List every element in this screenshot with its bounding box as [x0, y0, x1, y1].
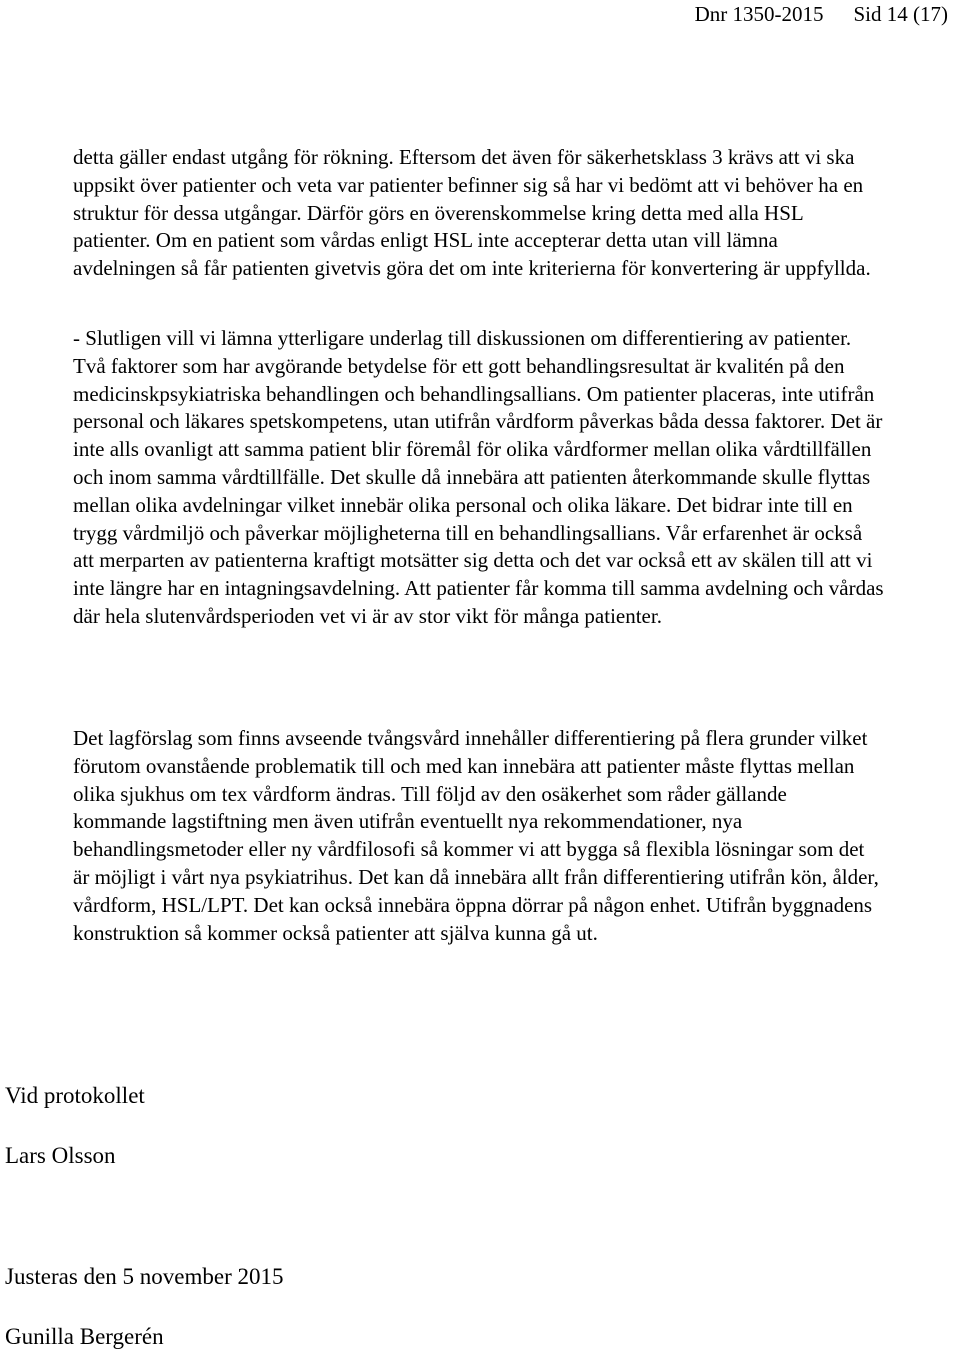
record-label: Vid protokollet — [5, 1083, 145, 1108]
paragraph-1-text: detta gäller endast utgång för rökning. Eftersom det även för säkerhetsklass 3 krävs att vi ska uppsikt över patienter och veta var patienter befinner sig så har vi bedömt att vi behöver ha en struktur för dessa utgångar. Därför görs en överenskommelse kring detta med alla HSL patienter. Om en patient som vårdas enligt HSL inte accepterar detta utan vill lämna avdelningen så får patienten givetvis göra det om inte kriterierna för konvertering är uppfyllda. — [73, 145, 871, 281]
paragraph-3-text: Det lagförslag som finns avseende tvångsvård innehåller differentiering på flera grunder vilket förutom ovanstående problematik till och med kan innebära att patienter måste flyttas mellan olika sjukhus om tex vårdform ändras. Till följd av den osäkerhet som råder gällande kommande lagstiftning men även utifrån eventuellt nya rekommendationer, nya behandlingsmetoder eller ny vårdfilosofi så kommer vi att bygga så flexibla lösningar som det är möjligt i vårt nya psykiatrihus. Det kan då innebära allt från differentiering utifrån kön, ålder, vårdform, HSL/LPT. Det kan också innebära öppna dörrar på någon enhet. Utifrån byggnadens konstruktion så kommer också patienter att själva kunna gå ut. — [73, 726, 879, 945]
verifier-name: Gunilla Bergerén — [5, 1324, 164, 1349]
paragraph-2-text: - Slutligen vill vi lämna ytterligare underlag till diskussionen om differentiering av patienter. Två faktorer som har avgörande betydelse för ett gott behandlingsresultat är kvalitén på den medicinskpsykiatriska behandlingen och behandlingsallians. Om patienter placeras, inte utifrån personal och läkares spetskompetens, utan utifrån vårdform påverkas båda dessa faktorer. Det är inte alls ovanligt att samma patient blir föremål för olika vårdformer mellan olika vårdtillfällen och inom samma vårdtillfälle. Det skulle då innebära att patienten återkommande skulle flyttas mellan olika avdelningar vilket innebär olika personal och olika läkare. Det bidrar inte till en trygg vårdmiljö och påverkar möjligheterna till en behandlingsallians. Vår erfarenhet är också att merparten av patienterna kraftigt motsätter sig detta och det var också ett av skälen till att vi inte längre har en intagningsavdelning. Att patienter får komma till samma avdelning och vårdas där hela slutenvårdsperioden vet vi är av stor vikt för många patienter. — [73, 326, 884, 628]
verification-label: Justeras den 5 november 2015 — [5, 1264, 284, 1289]
paragraph-1 — [73, 144, 885, 283]
page-header — [695, 2, 948, 26]
paragraph-2 — [73, 325, 885, 631]
recorder-name: Lars Olsson — [5, 1143, 116, 1168]
page-number: Sid 14 (17) — [853, 2, 948, 26]
document-number: Dnr 1350-2015 — [694, 2, 824, 26]
paragraph-3 — [73, 725, 885, 947]
